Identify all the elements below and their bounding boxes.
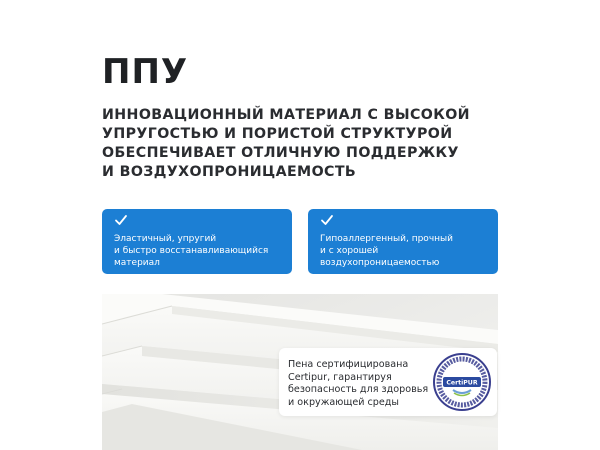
- checkmark-icon: [320, 213, 334, 227]
- feature-line: и быстро восстанавливающийся: [114, 246, 269, 256]
- certification-badge: [279, 348, 497, 416]
- checkmark-icon: [114, 213, 128, 227]
- feature-card-text: [114, 233, 280, 269]
- certification-line: и окружающей среды: [288, 396, 400, 408]
- feature-line: и с хорошей: [320, 246, 379, 256]
- subtitle: [102, 106, 482, 182]
- feature-line: Гипоаллергенный, прочный: [320, 234, 453, 244]
- feature-line: материал: [114, 258, 160, 268]
- feature-card-elastic: [102, 209, 292, 274]
- feature-line: воздухопроницаемостью: [320, 258, 440, 268]
- certification-line: безопасность для здоровья: [288, 384, 429, 395]
- subtitle-line: УПРУГОСТЬЮ И ПОРИСТОЙ СТРУКТУРОЙ: [102, 126, 453, 142]
- subtitle-line: ОБЕСПЕЧИВАЕТ ОТЛИЧНУЮ ПОДДЕРЖКУ: [102, 145, 459, 161]
- feature-card-hypoallergenic: [308, 209, 498, 274]
- page-title: ППУ: [102, 52, 189, 92]
- subtitle-line: И ВОЗДУХОПРОНИЦАЕМОСТЬ: [102, 164, 357, 180]
- certipur-seal-icon: [432, 352, 492, 412]
- certification-text: [288, 359, 428, 409]
- seal-brand: CertiPUR: [446, 379, 478, 387]
- feature-card-text: [320, 233, 486, 269]
- feature-line: Эластичный, упругий: [114, 234, 217, 244]
- subtitle-line: ИННОВАЦИОННЫЙ МАТЕРИАЛ С ВЫСОКОЙ: [102, 107, 470, 123]
- certification-line: Certipur, гарантируя: [288, 371, 392, 383]
- certification-line: Пена сертифицирована: [288, 359, 409, 370]
